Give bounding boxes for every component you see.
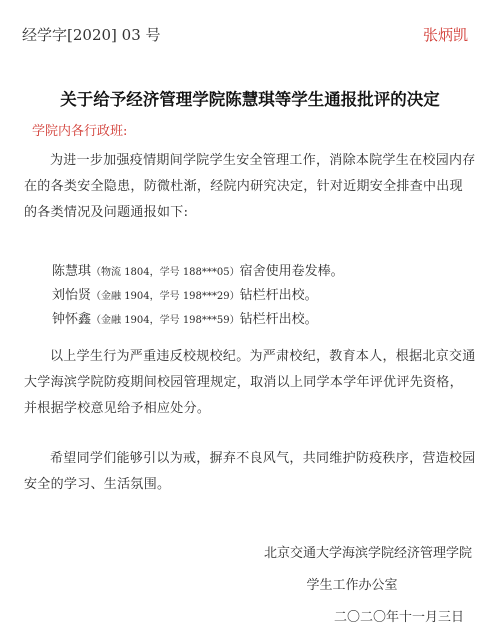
case-item — [52, 308, 344, 332]
document-number: 经学字[2020] 03 号 — [22, 26, 161, 44]
student-detail: （金融 1904，学号 198***29） — [91, 291, 240, 302]
issue-date: 二〇二〇年十一月三日 — [333, 610, 464, 625]
case-list — [52, 260, 344, 332]
violation-issue: 钻栏杆出校。 — [239, 312, 318, 327]
student-detail: （金融 1904，学号 198***59） — [91, 315, 240, 326]
hope-paragraph: 希望同学们能够引以为戒，摒弃不良风气，共同维护防疫秩序，营造校园安全的学习、生活氛围。 — [24, 451, 476, 492]
addressee: 学院内各行政班: — [32, 124, 128, 139]
sign-off-block — [232, 538, 472, 634]
student-name: 钟怀鑫 — [52, 312, 92, 327]
handwritten-signature: 张炳凯 — [422, 26, 468, 44]
student-name: 陈慧琪 — [52, 264, 92, 279]
issuing-office: 学生工作办公室 — [306, 578, 398, 593]
violation-paragraph: 以上学生行为严重违反校规校纪。为严肃校纪，教育本人，根据北京交通大学海滨学院防疫期间校园管理规定，取消以上同学本学年评优评先资格，并根据学校意见给予相应处分。 — [24, 349, 476, 416]
document-title: 关于给予经济管理学院陈慧琪等学生通报批评的决定 — [60, 90, 440, 109]
student-name: 刘怡贤 — [52, 288, 92, 303]
violation-issue: 宿舍使用卷发棒。 — [239, 264, 344, 279]
issuing-school: 北京交通大学海滨学院经济管理学院 — [263, 546, 472, 561]
case-item — [52, 284, 344, 308]
violation-issue: 钻栏杆出校。 — [239, 288, 318, 303]
student-detail: （物流 1804，学号 188***05） — [91, 267, 240, 278]
intro-paragraph: 为进一步加强疫情期间学院学生安全管理工作，消除本院学生在校园内存在的各类安全隐患，防微杜渐，经院内研究决定，针对近期安全排查中出现的各类情况及问题通报如下: — [24, 153, 476, 220]
case-item — [52, 260, 344, 284]
